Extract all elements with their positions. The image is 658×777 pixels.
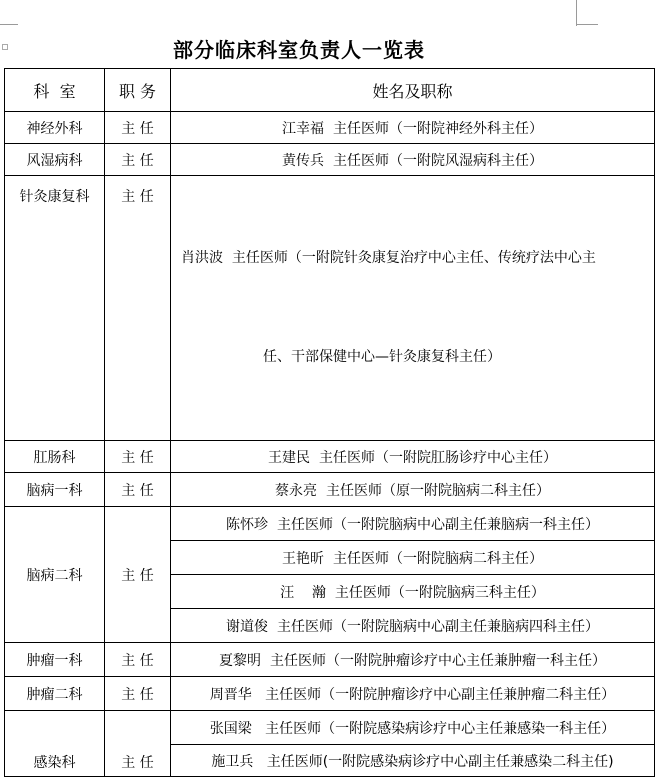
- dept-cell: 风湿病科: [5, 144, 105, 176]
- duty-cell: 主 任: [105, 643, 171, 677]
- person-line-2: 任、干部保健中心—针灸康复科主任）: [263, 349, 501, 365]
- person-cell: 施卫兵 主任医师(一附院感染病诊疗中心副主任兼感染二科主任): [171, 745, 655, 777]
- table-row: [5, 677, 655, 711]
- dept-cell: 肛肠科: [5, 441, 105, 473]
- person-cell: 王艳昕 主任医师（一附院脑病二科主任）: [171, 541, 655, 575]
- header-name-title: 姓名及职称: [171, 69, 655, 112]
- duty-cell: 主 任: [105, 144, 171, 176]
- table-header-row: [5, 69, 655, 112]
- person-cell: 蔡永亮 主任医师（原一附院脑病二科主任）: [171, 473, 655, 507]
- table-row: [5, 711, 655, 745]
- duty-cell: 主 任: [105, 441, 171, 473]
- dept-cell: 肿瘤一科: [5, 643, 105, 677]
- crop-mark-top-right-h: [576, 24, 598, 25]
- duty-cell: 主 任: [105, 112, 171, 144]
- dept-cell: 肿瘤二科: [5, 677, 105, 711]
- person-cell: 王建民 主任医师（一附院肛肠诊疗中心主任）: [171, 441, 655, 473]
- table-row: [5, 144, 655, 176]
- table-row: [5, 112, 655, 144]
- dept-cell: 感染科: [5, 711, 105, 777]
- table-row: [5, 643, 655, 677]
- table-row: [5, 441, 655, 473]
- duty-cell: 主 任: [105, 473, 171, 507]
- duty-cell: 主 任: [105, 677, 171, 711]
- person-cell: 汪 瀚 主任医师（一附院脑病三科主任）: [171, 575, 655, 609]
- department-heads-table: [4, 68, 655, 777]
- duty-cell: 主 任: [105, 507, 171, 643]
- dept-cell: 针灸康复科: [5, 176, 105, 441]
- table-row: [5, 507, 655, 541]
- duty-cell: 主 任: [105, 711, 171, 777]
- person-cell: 谢道俊 主任医师（一附院脑病中心副主任兼脑病四科主任）: [171, 609, 655, 643]
- person-line-1: 肖洪波 主任医师（一附院针灸康复治疗中心主任、传统疗法中心主: [181, 250, 596, 266]
- table-row: [5, 473, 655, 507]
- dept-cell: 脑病一科: [5, 473, 105, 507]
- document-title: 部分临床科室负责人一览表: [173, 38, 425, 62]
- person-cell: 黄传兵 主任医师（一附院风湿病科主任）: [171, 144, 655, 176]
- crop-mark-top-right: [576, 0, 599, 26]
- person-cell: 夏黎明 主任医师（一附院肿瘤诊疗中心主任兼肿瘤一科主任）: [171, 643, 655, 677]
- header-department: 科 室: [5, 69, 105, 112]
- header-duty: 职 务: [105, 69, 171, 112]
- table-row: [5, 176, 655, 441]
- duty-cell: 主 任: [105, 176, 171, 441]
- dept-cell: 神经外科: [5, 112, 105, 144]
- person-cell: 张国梁 主任医师（一附院感染病诊疗中心主任兼感染一科主任）: [171, 711, 655, 745]
- dept-cell: 脑病二科: [5, 507, 105, 643]
- person-cell: 陈怀珍 主任医师（一附院脑病中心副主任兼脑病一科主任）: [171, 507, 655, 541]
- person-cell: 江幸福 主任医师（一附院神经外科主任）: [171, 112, 655, 144]
- person-cell-multiline: [171, 176, 655, 441]
- crop-mark-top-left: [0, 24, 18, 25]
- person-cell: 周晋华 主任医师（一附院肿瘤诊疗中心副主任兼肿瘤二科主任）: [171, 677, 655, 711]
